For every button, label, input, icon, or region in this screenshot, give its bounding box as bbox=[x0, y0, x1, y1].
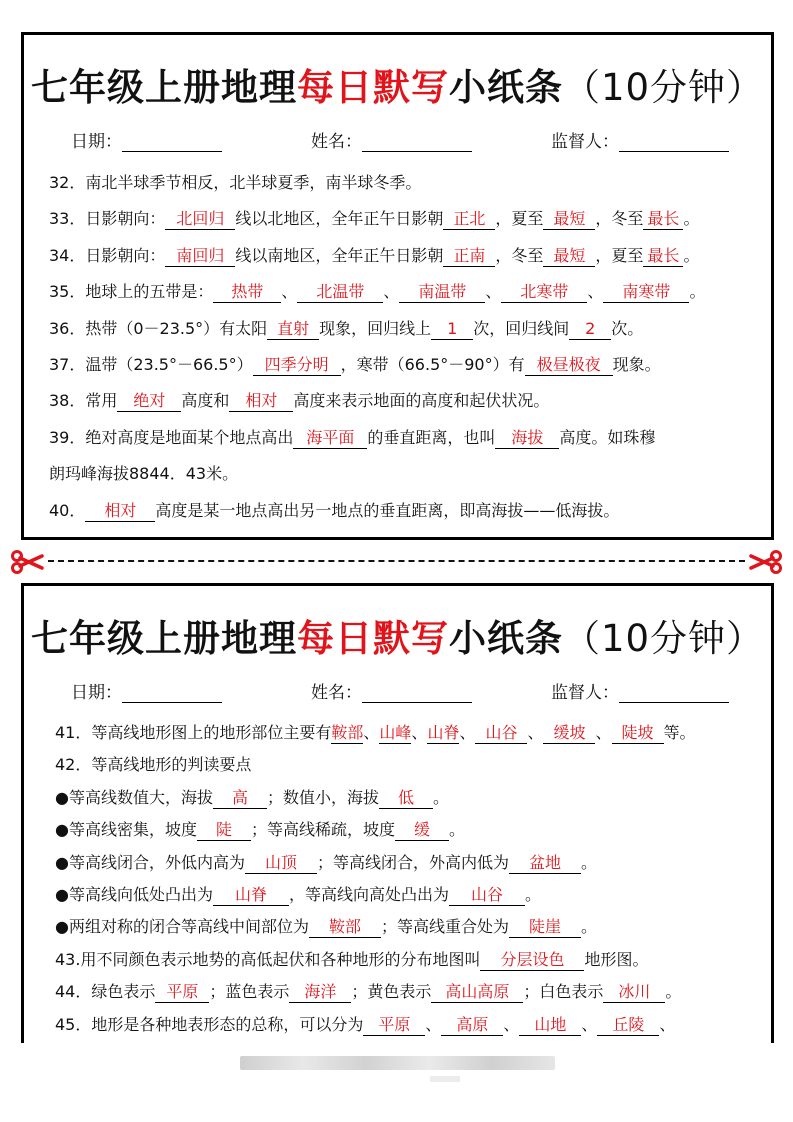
answer-blank: 缓坡 bbox=[543, 723, 595, 744]
name-label: 姓名： bbox=[311, 132, 362, 152]
answer-blank: 平原 bbox=[363, 1015, 425, 1036]
answer-blank: 鞍部 bbox=[309, 917, 381, 938]
dashed-divider bbox=[48, 560, 745, 562]
date-label: 日期： bbox=[71, 132, 122, 152]
answer-blank: 南回归 bbox=[165, 246, 235, 267]
title-main: 七年级上册地理 bbox=[30, 66, 297, 109]
question-34: 34．日影朝向： 南回归 线以南地区，全年正午日影朝 正南 ，冬至 最短 ，夏至 最长 。 bbox=[49, 245, 700, 265]
answer-blank: 北寒带 bbox=[501, 282, 587, 303]
supervisor-label: 监督人： bbox=[551, 683, 619, 703]
question-44: 44．绿色表示 平原 ；蓝色表示 海洋 ；黄色表示 高山高原 ；白色表示 冰川 。 bbox=[55, 982, 682, 1002]
answer-blank: 相对 bbox=[229, 391, 293, 412]
question-39: 39．绝对高度是地面某个地点高出 海平面 的垂直距离，也叫 海拔 高度。如珠穆 bbox=[49, 427, 656, 447]
card-title bbox=[24, 57, 771, 111]
question-40: 40． 相对 高度是某一地点高出另一地点的垂直距离，即高海拔——低海拔。 bbox=[49, 500, 620, 520]
scissors-icon bbox=[749, 550, 783, 574]
blurred-watermark bbox=[240, 1056, 555, 1070]
answer-blank: 极昼极夜 bbox=[525, 355, 613, 376]
supervisor-label: 监督人： bbox=[551, 132, 619, 152]
supervisor-blank[interactable] bbox=[619, 133, 729, 152]
title-highlight: 每日默写 bbox=[296, 66, 449, 109]
answer-blank: 热带 bbox=[213, 282, 281, 303]
blurred-watermark-detail bbox=[430, 1076, 460, 1082]
answer-blank: 陡 bbox=[197, 820, 251, 841]
title-main: 七年级上册地理 bbox=[30, 617, 297, 660]
answer-blank: 四季分明 bbox=[253, 355, 341, 376]
cut-line bbox=[10, 550, 783, 574]
answer-blank: 高山高原 bbox=[431, 982, 523, 1003]
name-field bbox=[311, 127, 472, 152]
answer-blank: 1 bbox=[431, 319, 473, 340]
answer-blank: 山峰 bbox=[379, 723, 412, 742]
name-blank[interactable] bbox=[362, 133, 472, 152]
title-suffix: 小纸条 bbox=[448, 617, 563, 660]
answer-blank: 山谷 bbox=[449, 885, 525, 906]
answer-blank: 海洋 bbox=[289, 982, 351, 1003]
answer-blank: 直射 bbox=[267, 319, 319, 340]
question-39-cont: 朗玛峰海拔8844．43米。 bbox=[49, 464, 239, 484]
rule-1: ●等高线数值大，海拔 高 ；数值小，海拔 低 。 bbox=[55, 787, 449, 807]
answer-blank: 绝对 bbox=[117, 391, 181, 412]
question-32: 32．南北半球季节相反，北半球夏季，南半球冬季。 bbox=[49, 173, 422, 192]
answer-blank: 最短 bbox=[543, 246, 595, 267]
question-33: 33．日影朝向： 北回归 线以北地区，全年正午日影朝 正北 ，夏至 最短 ，冬至 最长 。 bbox=[49, 209, 700, 229]
answer-blank: 海平面 bbox=[293, 428, 367, 449]
answer-blank: 盆地 bbox=[509, 853, 581, 874]
answer-blank: 丘陵 bbox=[597, 1015, 659, 1036]
question-41: 41．等高线地形图上的地形部位主要有鞍部、山峰、山脊、 山谷 、 缓坡 、 陡坡 等。 bbox=[55, 723, 696, 742]
answer-blank: 低 bbox=[379, 788, 433, 809]
answer-blank: 南寒带 bbox=[603, 282, 689, 303]
date-blank[interactable] bbox=[122, 133, 222, 152]
date-label: 日期： bbox=[71, 683, 122, 703]
scissors-icon bbox=[10, 550, 44, 574]
question-43: 43.用不同颜色表示地势的高低起伏和各种地形的分布地图叫 分层设色 地形图。 bbox=[55, 949, 649, 969]
supervisor-blank[interactable] bbox=[619, 684, 729, 703]
answer-blank: 分层设色 bbox=[480, 950, 584, 971]
question-45: 45．地形是各种地表形态的总称，可以分为 平原 、 高原 、 山地 、 丘陵 、 bbox=[55, 1014, 676, 1034]
answer-blank: 平原 bbox=[155, 982, 209, 1003]
answer-blank: 山顶 bbox=[245, 853, 317, 874]
question-list bbox=[49, 165, 761, 529]
title-suffix: 小纸条 bbox=[448, 66, 563, 109]
answer-blank: 2 bbox=[569, 319, 611, 340]
question-42: 42．等高线地形的判读要点 bbox=[55, 755, 252, 775]
answer-blank: 陡崖 bbox=[509, 917, 581, 938]
answer-blank: 冰川 bbox=[603, 982, 665, 1003]
name-field bbox=[311, 678, 472, 703]
meta-row bbox=[24, 678, 771, 702]
meta-row bbox=[24, 127, 771, 151]
date-blank[interactable] bbox=[122, 684, 222, 703]
answer-blank: 高原 bbox=[441, 1015, 503, 1036]
supervisor-field bbox=[551, 678, 729, 703]
worksheet-card-1 bbox=[21, 32, 774, 540]
answer-blank: 正南 bbox=[443, 246, 495, 267]
rule-3: ●等高线闭合，外低内高为 山顶 ；等高线闭合，外高内低为 盆地 。 bbox=[55, 852, 597, 872]
rule-5: ●两组对称的闭合等高线中间部位为 鞍部 ；等高线重合处为 陡崖 。 bbox=[55, 917, 597, 937]
question-list bbox=[55, 717, 761, 1041]
date-field bbox=[71, 678, 222, 703]
answer-blank: 相对 bbox=[85, 501, 155, 522]
answer-blank: 缓 bbox=[395, 820, 449, 841]
title-duration: （10分钟） bbox=[562, 617, 765, 660]
answer-blank: 山地 bbox=[519, 1015, 581, 1036]
answer-blank: 南温带 bbox=[399, 282, 485, 303]
answer-blank: 高 bbox=[213, 788, 267, 809]
answer-blank: 最短 bbox=[543, 209, 595, 230]
title-duration: （10分钟） bbox=[562, 66, 765, 109]
name-blank[interactable] bbox=[362, 684, 472, 703]
card-title bbox=[24, 608, 771, 662]
rule-2: ●等高线密集，坡度 陡 ；等高线稀疏，坡度 缓 。 bbox=[55, 820, 465, 840]
question-35: 35．地球上的五带是： 热带 、 北温带 、 南温带 、 北寒带 、 南寒带 。 bbox=[49, 282, 706, 302]
answer-blank: 山脊 bbox=[427, 723, 460, 742]
question-37: 37．温带（23.5°－66.5°） 四季分明 ，寒带（66.5°－90°）有 极昼极夜 现象。 bbox=[49, 354, 661, 374]
question-38: 38．常用 绝对 高度和 相对 高度来表示地面的高度和起伏状况。 bbox=[49, 391, 550, 411]
answer-blank: 山脊 bbox=[213, 885, 289, 906]
answer-blank: 鞍部 bbox=[331, 723, 364, 742]
title-highlight: 每日默写 bbox=[296, 617, 449, 660]
date-field bbox=[71, 127, 222, 152]
name-label: 姓名： bbox=[311, 683, 362, 703]
supervisor-field bbox=[551, 127, 729, 152]
answer-blank: 正北 bbox=[443, 209, 495, 230]
worksheet-card-2 bbox=[21, 583, 774, 1043]
question-36: 36．热带（0－23.5°）有太阳 直射 现象，回归线上 1 次，回归线间 2 次。 bbox=[49, 318, 644, 338]
answer-blank: 最长 bbox=[643, 209, 683, 230]
rule-4: ●等高线向低处凸出为 山脊 ，等高线向高处凸出为 山谷 。 bbox=[55, 884, 541, 904]
answer-blank: 海拔 bbox=[495, 428, 559, 449]
answer-blank: 最长 bbox=[643, 246, 683, 267]
answer-blank: 山谷 bbox=[475, 723, 527, 744]
answer-blank: 北温带 bbox=[297, 282, 383, 303]
answer-blank: 北回归 bbox=[165, 209, 235, 230]
answer-blank: 陡坡 bbox=[612, 723, 664, 744]
